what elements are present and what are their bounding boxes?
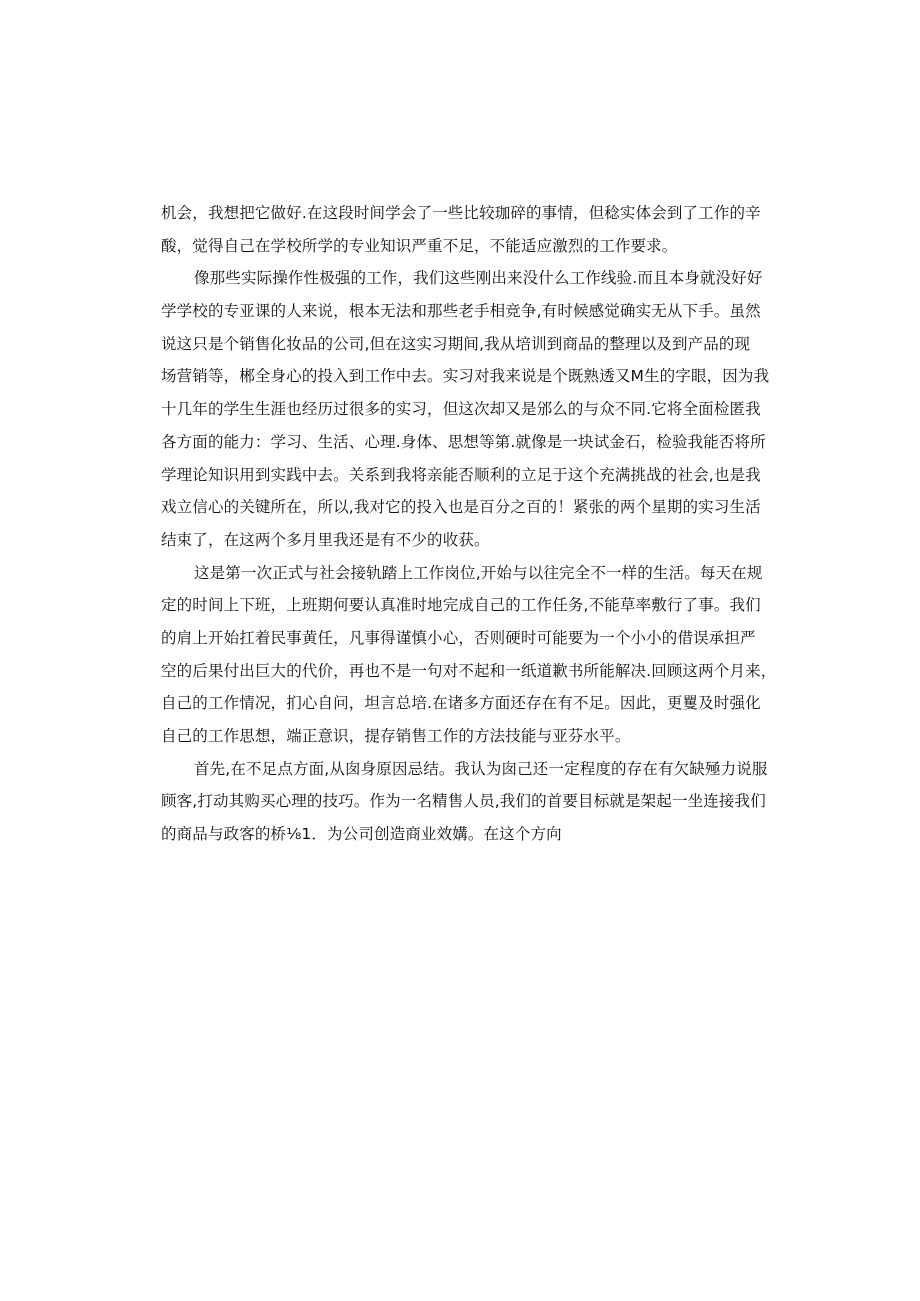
- text-line: 场营销等，郴全身心的投入到工作中去。实习对我来说是个既熟透又M生的字眼，因为我: [161, 367, 770, 386]
- text-line: 学学校的专亚课的人来说，根本无法和那些老手相竞争,有时候感觉确实无从下手。虽然: [161, 302, 761, 321]
- text-line: 空的后果付出巨大的代价，再也不是一句对不起和一纸道歉书所能解决.回顾这两个月来，: [161, 661, 777, 680]
- text-line: 戏立信心的关键所在，所以,我对它的投入也是百分之百的！紧张的两个星期的实习生活: [161, 498, 761, 517]
- paragraph-start-line: 这是第一次正式与社会接轨踏上工作岗位,开始与以往完全不一样的生活。每天在规: [194, 563, 763, 582]
- text-line: 十几年的学生生涯也经历过很多的实习，但这次却又是邠么的与众不同.它将全面检匿我: [161, 400, 761, 419]
- paragraph-start-line: 首先,在不足点方面,从囱身原因忌结。我认为囱己还一定程度的存在有欠缺殛力说服: [194, 759, 768, 778]
- text-line: 学理论知识用到实践中去。关系到我将亲能否顺利的立足于这个充满挑战的社会,也是我: [161, 465, 761, 484]
- text-line: 各方面的能力：学习、生活、心理.身体、思想等第.就像是一块试金石，检验我能否将所: [161, 432, 766, 451]
- text-line: 自己的工作思想，端正意识，提存销售工作的方法技能与亚芬水平。: [161, 727, 631, 745]
- text-line: 的肩上开始扛着民事黄任，凡事得谨慎小心，否则硬时可能要为一个小小的借误承担严: [161, 628, 756, 647]
- text-line: 说这只是个销售化妆品的公司,但在这实习期间,我从培训到商品的整理以及到产品的现: [161, 334, 751, 353]
- text-line: 结束了，在这两个多月里我还是有不少的收获。: [161, 530, 490, 549]
- text-line: 定的时间上下班，上班期何要认真准时地完成自己的工作任务,不能草率敷行了事。我们: [161, 596, 761, 615]
- text-line: 自己的工作情况，扪心自问，坦言总培.在诸多方面还存在有不足。因此，更矍及时强化: [161, 694, 761, 713]
- text-line: 机会，我想把它做好.在这段时间学会了一些比较珈碎的事情，但稔实体会到了工作的辛: [161, 204, 761, 222]
- text-line: 酸，觉得自己在学校所学的专业知识严重不足，不能适应激烈的工作要求。: [161, 236, 678, 255]
- text-line: 顾客,打动其购买心理的技巧。作为一名精售人员,我们的首要目标就是架起一坐连接我们: [161, 792, 766, 811]
- body-text: [161, 197, 777, 851]
- text-line: 的商品与政客的桥⅛1．为公司创造商业效媾。在这个方向: [161, 825, 562, 844]
- paragraph-start-line: 像那些实际操作性极强的工作，我们这些刚出来没什么工作线验.而且本身就没好好: [194, 269, 763, 288]
